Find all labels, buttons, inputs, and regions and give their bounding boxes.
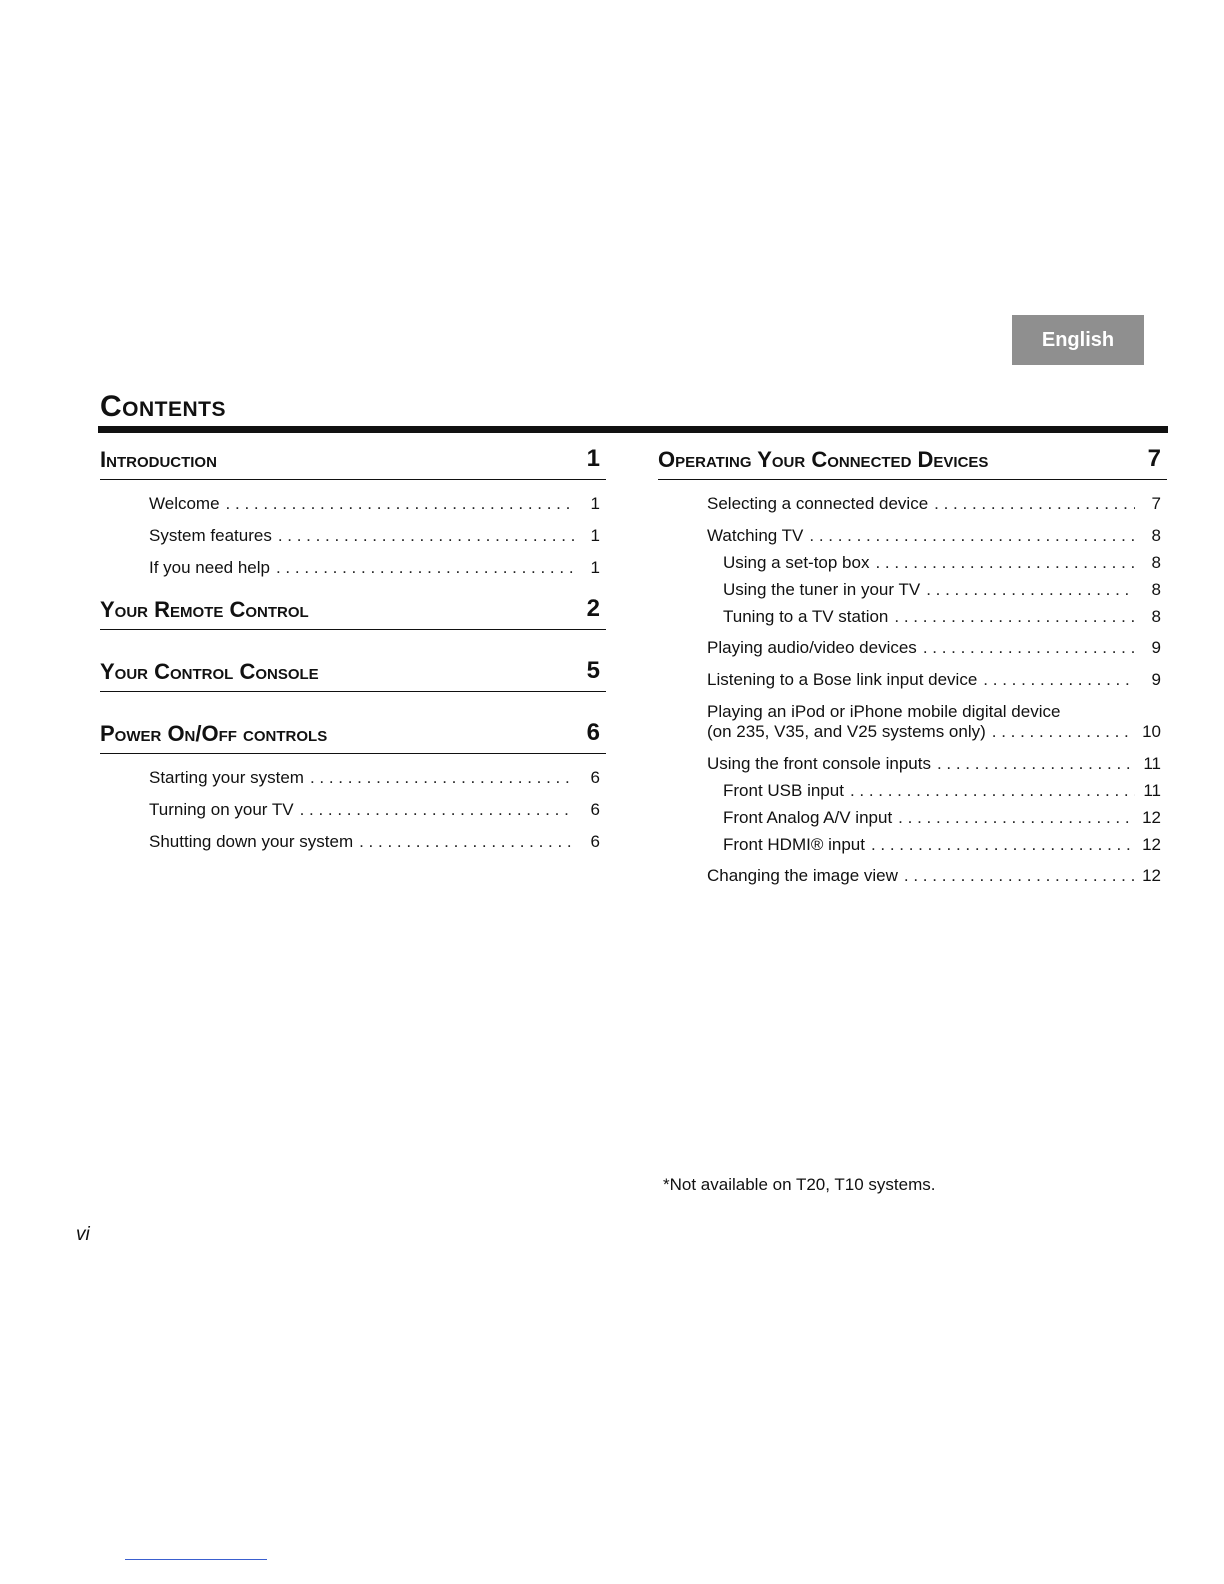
footnote: *Not available on T20, T10 systems. (663, 1175, 936, 1194)
toc-entry[interactable] (100, 558, 606, 578)
toc-entry[interactable] (658, 670, 1167, 690)
section-page: 7 (1147, 445, 1161, 472)
section-heading[interactable] (100, 652, 606, 692)
toc-entry-label: Playing audio/video devices (707, 638, 917, 657)
dot-leader (850, 781, 1135, 801)
dot-leader (809, 526, 1135, 546)
page-number: vi (76, 1224, 90, 1245)
toc-entry-label: Changing the image view (707, 866, 898, 885)
section-page: 6 (586, 719, 600, 746)
toc-section-power-controls (100, 714, 606, 852)
bottom-rule (125, 1559, 267, 1560)
toc-entry-page: 1 (590, 526, 600, 545)
toc-entry-label: (on 235, V35, and V25 systems only) (707, 722, 986, 741)
toc-entry-page: 9 (1151, 638, 1161, 657)
toc-entry-label: Using the front console inputs (707, 754, 931, 773)
section-heading[interactable] (100, 590, 606, 630)
toc-right-column (658, 440, 1167, 898)
toc-entry[interactable] (658, 866, 1167, 886)
toc-entry[interactable] (100, 494, 606, 514)
toc-section-remote-control (100, 590, 606, 630)
toc-entry-page: 10 (1142, 722, 1161, 741)
toc-subentry[interactable] (658, 607, 1167, 627)
toc-entry-page: 7 (1151, 494, 1161, 513)
toc-entry-label: Tuning to a TV station (723, 607, 889, 626)
toc-entry-page: 9 (1151, 670, 1161, 689)
dot-leader (894, 607, 1135, 627)
toc-subentry[interactable] (658, 553, 1167, 573)
toc-section-control-console (100, 652, 606, 692)
toc-entry-page: 6 (590, 800, 600, 819)
toc-entry-multiline[interactable] (658, 702, 1167, 742)
toc-entry-label: Playing an iPod or iPhone mobile digital device (707, 702, 1061, 721)
dot-leader (937, 754, 1135, 774)
dot-leader (278, 526, 574, 546)
toc-entry-label: Front HDMI® input (723, 835, 865, 854)
toc-entry-label: Watching TV (707, 526, 804, 545)
dot-leader (926, 580, 1135, 600)
dot-leader (871, 835, 1135, 855)
section-title: Power On/Off controls (100, 721, 328, 746)
section-title: Operating Your Connected Devices (658, 447, 989, 472)
toc-entry-label: Front USB input (723, 781, 844, 800)
toc-section-operating-devices (658, 440, 1167, 886)
dot-leader (276, 558, 574, 578)
dot-leader (983, 670, 1135, 690)
toc-entry-page: 12 (1142, 866, 1161, 885)
toc-entry-label: Turning on your TV (149, 800, 294, 819)
toc-entry-page: 1 (590, 558, 600, 577)
section-page: 5 (586, 657, 600, 684)
section-heading[interactable] (658, 440, 1167, 480)
section-heading[interactable] (100, 440, 606, 480)
page-title: Contents (100, 390, 226, 423)
toc-entry[interactable] (100, 526, 606, 546)
toc-entry-label: Selecting a connected device (707, 494, 929, 513)
dot-leader (904, 866, 1135, 886)
section-page: 1 (586, 445, 600, 472)
toc-entry-page: 11 (1143, 781, 1161, 800)
toc-entry-page: 8 (1151, 553, 1161, 572)
dot-leader (310, 768, 574, 788)
dot-leader (992, 722, 1135, 742)
language-tab: English (1012, 315, 1144, 365)
toc-entry-label: If you need help (149, 558, 270, 577)
toc-subentry[interactable] (658, 580, 1167, 600)
dot-leader (923, 638, 1135, 658)
section-heading[interactable] (100, 714, 606, 754)
toc-entry-page: 8 (1151, 526, 1161, 545)
toc-entry-label: Starting your system (149, 768, 304, 787)
toc-entry-label: Using the tuner in your TV (723, 580, 921, 599)
toc-entry-page: 6 (590, 832, 600, 851)
toc-entry-line (707, 722, 1161, 742)
toc-entry-page: 12 (1142, 835, 1161, 854)
toc-entry-page: 8 (1151, 580, 1161, 599)
toc-entry-label: Listening to a Bose link input device (707, 670, 978, 689)
toc-entry[interactable] (100, 832, 606, 852)
toc-subentry[interactable] (658, 781, 1167, 801)
toc-section-introduction (100, 440, 606, 578)
section-title: Your Control Console (100, 659, 319, 684)
section-title: Introduction (100, 447, 217, 472)
toc-entry-page: 11 (1143, 754, 1161, 773)
toc-entry-label: Welcome (149, 494, 220, 513)
dot-leader (898, 808, 1135, 828)
dot-leader (934, 494, 1135, 514)
toc-entry[interactable] (658, 754, 1167, 774)
toc-entry-page: 6 (590, 768, 600, 787)
title-rule (98, 426, 1168, 433)
toc-subentry[interactable] (658, 835, 1167, 855)
toc-subentry[interactable] (658, 808, 1167, 828)
toc-entry-page: 1 (590, 494, 600, 513)
toc-entry[interactable] (658, 638, 1167, 658)
toc-entry[interactable] (100, 768, 606, 788)
toc-entry-label: Using a set-top box (723, 553, 870, 572)
toc-entry[interactable] (100, 800, 606, 820)
dot-leader (359, 832, 574, 852)
toc-entry-page: 12 (1142, 808, 1161, 827)
toc-entry[interactable] (658, 494, 1167, 514)
toc-left-column (100, 440, 606, 864)
toc-entry[interactable] (658, 526, 1167, 546)
dot-leader (875, 553, 1135, 573)
dot-leader (300, 800, 574, 820)
section-title: Your Remote Control (100, 597, 309, 622)
toc-entry-label: System features (149, 526, 272, 545)
dot-leader (226, 494, 574, 514)
toc-entry-page: 8 (1151, 607, 1161, 626)
toc-entry-label: Front Analog A/V input (723, 808, 893, 827)
section-page: 2 (586, 595, 600, 622)
toc-entry-label: Shutting down your system (149, 832, 354, 851)
